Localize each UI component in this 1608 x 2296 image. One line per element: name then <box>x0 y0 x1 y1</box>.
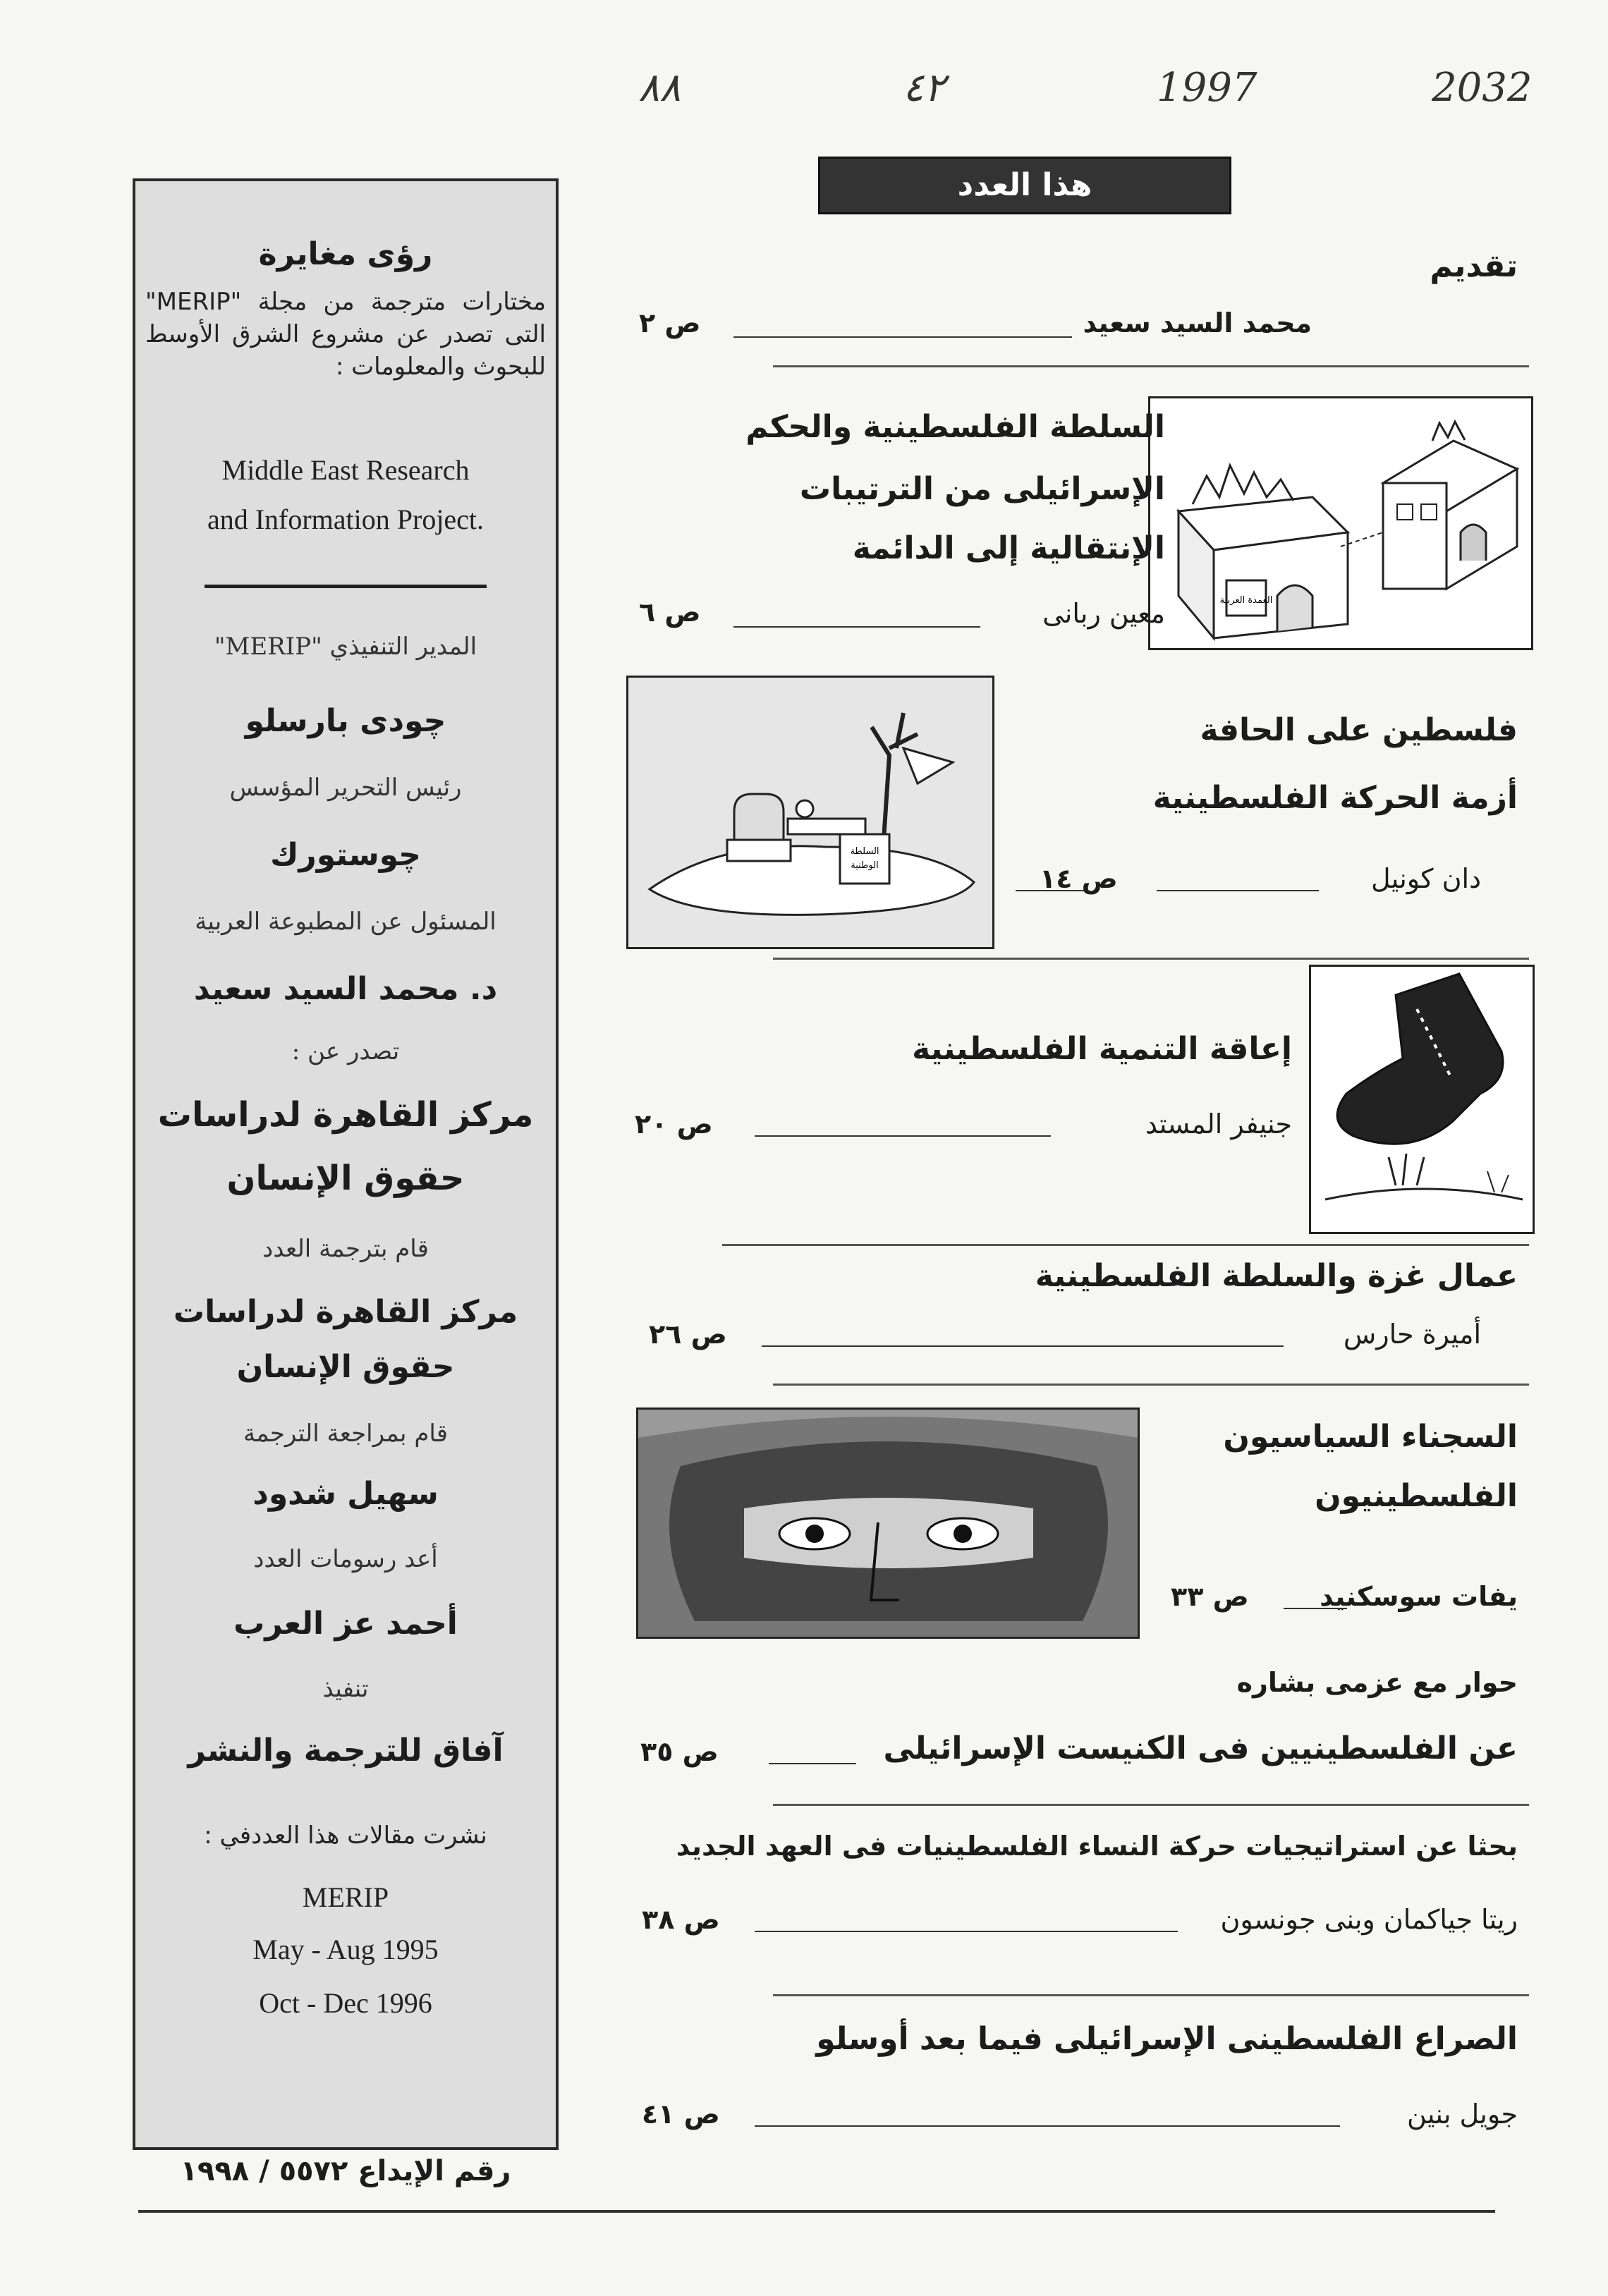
entry-2-author: معين ربانى <box>1042 598 1165 629</box>
execution-label: تنفيذ <box>322 1675 369 1703</box>
separator-4 <box>722 1244 1529 1246</box>
drawings-label: أعد رسومات العدد <box>253 1545 438 1573</box>
exec-director-label: المدير التنفيذي "MERIP" <box>214 633 477 661</box>
handwritten-year: 1997 <box>1157 65 1257 111</box>
entry-3-page: ص ١٤ <box>1040 863 1118 894</box>
entry-2-illustration <box>1148 396 1533 650</box>
exec-director-name: چودى بارسلو <box>245 703 446 739</box>
publisher-line-2: حقوق الإنسان <box>226 1159 465 1198</box>
published-by-label: تصدر عن : <box>291 1037 400 1065</box>
entry-7-title-line-2: عن الفلسطينيين فى الكنيست الإسرائيلى <box>883 1730 1518 1766</box>
arabic-edition-name: د. محمد السيد سعيد <box>193 971 498 1007</box>
separator-1 <box>773 365 1529 367</box>
translator-line-2: حقوق الإنسان <box>236 1349 455 1385</box>
translator-line-1: مركز القاهرة لدراسات <box>173 1294 518 1330</box>
series-title: رؤى مغايرة <box>258 236 433 272</box>
entry-3-author: دان كونيل <box>1370 863 1481 894</box>
entry-7-page: ص ٣٥ <box>640 1736 719 1767</box>
originally-published-label: نشرت مقالات هذا العددفي : <box>204 1821 487 1850</box>
original-source: MERIP <box>302 1881 389 1913</box>
separator-5 <box>773 1384 1529 1386</box>
header-title: هذا العدد <box>957 167 1092 203</box>
entry-6-author: يفات سوسكنيد <box>1320 1581 1518 1612</box>
executor-name: آفاق للترجمة والنشر <box>188 1733 504 1769</box>
original-date-1: May - Aug 1995 <box>252 1934 439 1965</box>
entry-5-leader <box>762 1345 1284 1347</box>
entry-4-author: جنيفر المستد <box>1145 1109 1292 1140</box>
entry-6-title-line-2: الفلسطينيون <box>1315 1478 1518 1514</box>
original-date-2: Oct - Dec 1996 <box>259 1987 432 2019</box>
entry-3-title-line-2: أزمة الحركة الفلسطينية <box>1152 780 1518 816</box>
entry-2-title-line-1: السلطة الفلسطينية والحكم <box>745 409 1165 445</box>
translated-by-label: قام بترجمة العدد <box>262 1235 429 1263</box>
founding-editor-name: چوستورك <box>270 837 421 873</box>
entry-1-title: تقديم <box>1430 248 1518 284</box>
entry-4-illustration <box>1309 965 1535 1234</box>
deposit-number: رقم الإيداع ٥٥٧٢ / ١٩٩٨ <box>180 2155 511 2187</box>
handwritten-number: ٨٨ <box>638 65 681 111</box>
arabic-edition-label: المسئول عن المطبوعة العربية <box>195 908 497 936</box>
series-description: مختارات مترجمة من مجلة "MERIP" التى تصدر عن مشروع الشرق الأوسط للبحوث والمعلومات : <box>145 288 546 381</box>
entry-1-page: ص ٢ <box>639 307 701 338</box>
boot-cartoon <box>1311 967 1533 1232</box>
entry-3-illustration <box>626 676 994 949</box>
entry-7-title-line-1: حوار مع عزمى بشاره <box>1236 1667 1518 1698</box>
illustrator-name: أحمد عز العرب <box>233 1606 458 1642</box>
entry-7-leader <box>769 1763 856 1764</box>
entry-1-leader <box>733 336 1072 338</box>
entry-8-title: بحثا عن استراتيجيات حركة النساء الفلسطينيات فى العهد الجديد <box>676 1831 1518 1862</box>
entry-6-page: ص ٣٣ <box>1171 1581 1249 1612</box>
handwritten-code: 2032 <box>1432 65 1533 111</box>
entry-5-title: عمال غزة والسلطة الفلسطينية <box>1035 1258 1518 1294</box>
houses-cartoon <box>1150 398 1531 648</box>
entry-6-title-line-1: السجناء السياسيون <box>1223 1419 1518 1455</box>
entry-2-title-line-2: الإسرائيلى من الترتيبات <box>799 471 1165 507</box>
entry-9-author: جويل بنين <box>1407 2099 1518 2130</box>
founding-editor-label: رئيس التحرير المؤسس <box>229 774 462 802</box>
prisoner-face-cartoon <box>638 1410 1138 1637</box>
separator-8 <box>773 1994 1529 1996</box>
entry-2-title-line-3: الإنتقالية إلى الدائمة <box>852 530 1165 566</box>
entry-6-illustration <box>636 1407 1140 1639</box>
ill1-box-label: العمدة العربية <box>1219 595 1273 606</box>
ill2-sign-line-1: السلطة <box>850 846 879 857</box>
entry-9-leader <box>755 2125 1340 2127</box>
credits-sidebar <box>133 178 559 2150</box>
separator-7 <box>773 1804 1529 1806</box>
reviewed-by-label: قام بمراجعة الترجمة <box>243 1419 448 1448</box>
entry-8-page: ص ٣٨ <box>642 1904 720 1935</box>
entry-4-leader <box>755 1135 1051 1137</box>
entry-3-leader-a <box>1157 890 1319 891</box>
island-cartoon <box>628 678 992 947</box>
reviewer-name: سهيل شدود <box>252 1476 439 1512</box>
sidebar-divider <box>205 585 487 588</box>
header-bar <box>818 157 1231 214</box>
entry-5-author: أميرة حارس <box>1343 1319 1481 1350</box>
publisher-line-1: مركز القاهرة لدراسات <box>157 1095 534 1135</box>
entry-4-title: إعاقة التنمية الفلسطينية <box>912 1031 1292 1067</box>
entry-8-author: ريتا جياكمان وبنى جونسون <box>1220 1904 1518 1935</box>
english-name-2: and Information Project. <box>207 503 485 535</box>
entry-5-page: ص ٢٦ <box>649 1319 727 1350</box>
entry-6-leader <box>1284 1608 1347 1609</box>
english-name-1: Middle East Research <box>221 454 470 486</box>
entry-1-author: محمد السيد سعيد <box>1083 307 1312 338</box>
entry-9-page: ص ٤١ <box>642 2099 720 2130</box>
ill2-sign-line-2: الوطنية <box>851 860 879 871</box>
entry-9-title: الصراع الفلسطينى الإسرائيلى فيما بعد أوسلو <box>816 2021 1518 2057</box>
entry-2-page: ص ٦ <box>639 597 701 628</box>
separator-3 <box>773 958 1529 960</box>
handwritten-issue: ٤٢ <box>903 65 946 111</box>
page-bottom-rule <box>138 2210 1495 2213</box>
entry-3-title-line-1: فلسطين على الحافة <box>1200 712 1518 748</box>
entry-2-leader <box>733 626 980 628</box>
entry-4-page: ص ٢٠ <box>635 1109 713 1140</box>
entry-8-leader <box>755 1931 1178 1932</box>
